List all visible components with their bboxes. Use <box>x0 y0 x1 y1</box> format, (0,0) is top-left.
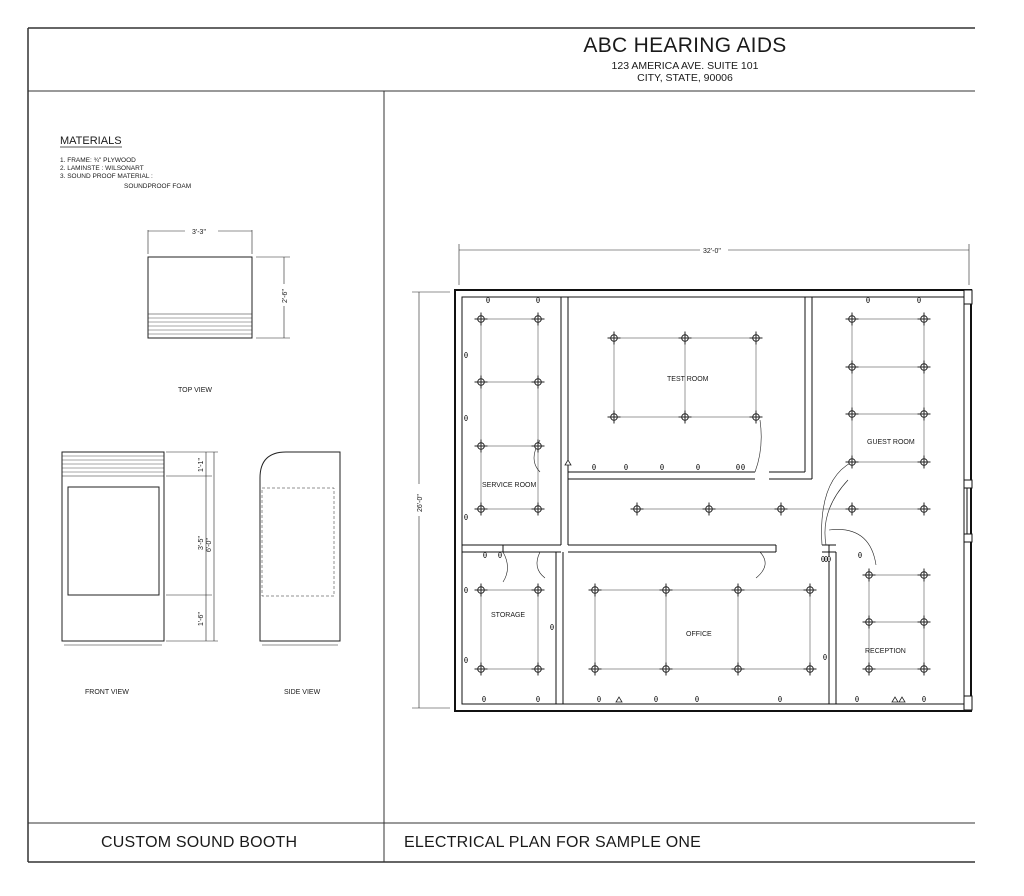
materials-heading: MATERIALS <box>60 135 122 147</box>
front-view-dim-total: 6'-0" <box>206 538 213 552</box>
plan-wall-outlets <box>465 297 926 701</box>
room-label-reception: RECEPTION <box>865 648 906 655</box>
top-view-label: TOP VIEW <box>178 387 212 394</box>
top-view-width-dim: 3'-3" <box>192 229 206 236</box>
materials-item-3: 3. SOUND PROOF MATERIAL : <box>60 173 153 180</box>
plan-door-swings <box>503 420 876 582</box>
materials-item-1: 1. FRAME: ¾" PLYWOOD <box>60 157 136 164</box>
room-label-storage: STORAGE <box>491 612 526 619</box>
booth-side-view <box>260 452 340 645</box>
room-label-guest-room: GUEST ROOM <box>867 439 915 446</box>
room-label-test-room: TEST ROOM <box>667 376 709 383</box>
materials-item-2: 2. LAMINSTE : WILSONART <box>60 165 144 172</box>
room-label-office: OFFICE <box>686 631 712 638</box>
plan-data-jacks <box>565 460 905 702</box>
plan-interior-walls <box>462 297 836 704</box>
plan-depth-dim: 26'-0" <box>417 494 424 512</box>
footer-title-sound-booth: CUSTOM SOUND BOOTH <box>101 834 298 851</box>
booth-front-view <box>62 452 218 645</box>
front-view-dim-bottom: 1'-6" <box>198 612 205 626</box>
plan-width-dim: 32'-0" <box>703 248 721 255</box>
materials-list <box>60 135 191 190</box>
front-view-dim-top: 1'-1" <box>198 458 205 472</box>
company-name: ABC HEARING AIDS <box>583 34 787 57</box>
front-view-label: FRONT VIEW <box>85 689 129 696</box>
front-view-dim-mid: 3'-5" <box>198 536 205 550</box>
top-view-depth-dim: 2'-6" <box>282 289 289 303</box>
footer-title-electrical-plan: ELECTRICAL PLAN FOR SAMPLE ONE <box>404 834 702 851</box>
plan-circuit-wiring <box>481 319 924 669</box>
company-address-line-1: 123 AMERICA AVE. SUITE 101 <box>611 60 759 72</box>
sheet-frame <box>28 28 975 862</box>
side-view-label: SIDE VIEW <box>284 689 321 696</box>
plan-dimensions <box>412 244 969 708</box>
materials-item-3-detail: SOUNDPROOF FOAM <box>124 183 192 190</box>
booth-top-view <box>148 230 290 338</box>
room-label-service-room: SERVICE ROOM <box>482 482 537 489</box>
company-address-line-2: CITY, STATE, 90006 <box>637 72 733 84</box>
